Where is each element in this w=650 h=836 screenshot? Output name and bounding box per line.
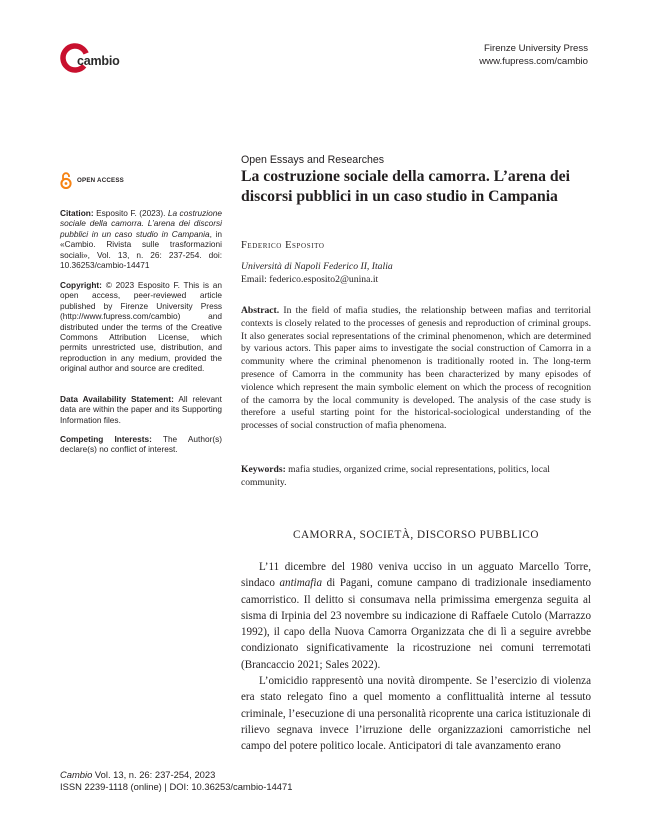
- abstract-text: In the field of mafia studies, the relationship between mafias and territorial contexts is closely related to the processes of genesis and reproduction of criminal groups. It also generates social representations of the criminal phenomenon, which are determined by various actors. This paper aims to investigate the social construction of Camorra in a community where the criminal phenomenon is traditionally rooted in. The long-term presence of Camorra in the community has been characterized by many episodes of violence which represent the main symbolic element on which the process of recognition of the camorra by the local community is developed. The analysis of the case study is therefore a useful starting point for the historical-sociological understanding of the processes of social construction of mafia phenomena.: [241, 305, 591, 432]
- citation-rest: , in «Cambio. Rivista sulle trasformazioni sociali», Vol. 13, n. 26: 237-254. doi: 10.36253/cambio-14471: [60, 228, 222, 271]
- competing-interests-label: Competing Interests:: [60, 434, 152, 444]
- footer-journal: Cambio: [60, 769, 93, 780]
- author-affiliation: Università di Napoli Federico II, Italia: [241, 261, 393, 272]
- author-email[interactable]: Email: federico.esposito2@unina.it: [241, 274, 379, 285]
- citation-label: Citation:: [60, 208, 94, 218]
- citation-block: [60, 208, 222, 270]
- section-heading: CAMORRA, SOCIETÀ, DISCORSO PUBBLICO: [293, 529, 539, 541]
- article-title: La costruzione sociale della camorra. L’arena dei discorsi pubblici in un caso studio in Campania: [241, 168, 570, 205]
- keywords-label: Keywords:: [241, 464, 286, 475]
- competing-interests-text: The Author(s) declare(s) no conflict of interest.: [60, 434, 223, 455]
- open-lock-icon: [60, 172, 72, 189]
- paragraph: [241, 559, 591, 673]
- citation-title: La costruzione sociale della camorra. L’arena dei discorsi pubblici in un caso studio in Campania: [60, 208, 222, 239]
- body-text: [241, 559, 591, 755]
- data-availability-label: Data Availability Statement:: [60, 394, 174, 404]
- logo-text: cambio: [77, 54, 120, 68]
- copyright-label: Copyright:: [60, 280, 102, 290]
- journal-logo: [60, 43, 120, 79]
- paragraph-emphasis: antimafia: [279, 577, 323, 590]
- section-kicker: Open Essays and Researches: [241, 154, 385, 166]
- publisher-url[interactable]: www.fupress.com/cambio: [479, 55, 588, 67]
- keywords: [241, 464, 591, 490]
- data-availability-text: All relevant data are within the paper and its Supporting Information files.: [60, 394, 222, 425]
- paragraph-text: L’11 dicembre del 1980 veniva ucciso in un agguato Marcello Torre, sindaco: [241, 561, 591, 590]
- abstract: [241, 305, 591, 433]
- copyright-text: © 2023 Esposito F. This is an open access, peer-reviewed article published by Firenze University Press (http://www.fupress.com/cambio) and distributed under the terms of the Creative Commons Attribution License, which permits unrestricted use, distribution, and reproduction in any medium, provided the original author and source are credited.: [60, 280, 222, 374]
- footer-volume: Vol. 13, n. 26: 237-254, 2023: [92, 769, 216, 780]
- open-access-label: OPEN ACCESS: [77, 177, 125, 184]
- author-name: Federico Esposito: [241, 240, 325, 251]
- abstract-label: Abstract.: [241, 305, 280, 316]
- page-footer: [60, 769, 292, 794]
- paragraph-text: di Pagani, comune campano di tradizionale insediamento camorristico. Il delitto si consumava nella primissima emergenza seguita al sisma di Irpinia del 23 novembre su indicazione di Raffaele Cutolo (Marrazzo 1992), il capo della Nuova Camorra Organizzata che di lì a seguire avrebbe condizionato significativamente la ricostruzione nei comuni terremotati (Brancaccio 2021; Sales 2022).: [241, 577, 591, 671]
- footer-issn: ISSN 2239-1118 (online) | DOI: 10.36253/cambio-14471: [60, 781, 293, 793]
- keywords-text: mafia studies, organized crime, social representations, politics, local community.: [241, 464, 550, 488]
- footer-citation: [60, 769, 292, 781]
- citation-author: Esposito F. (2023).: [96, 208, 166, 218]
- copyright-block: [60, 280, 222, 374]
- paragraph: L’omicidio rappresentò una novità dirompente. Se l’esercizio di violenza era stato relegato fino a quel momento a conflittualità interne al tessuto criminale, l’esecuzione di una personalità ricoprente una carica istituzionale di rilievo segnava invece l’irruzione delle organizzazioni camorristiche nel campo del potere politico locale. Anticipatori di tale avanzamento erano: [241, 675, 591, 753]
- publisher-name: Firenze University Press: [484, 43, 588, 54]
- open-access-badge: [60, 172, 124, 189]
- publisher-info: [479, 43, 588, 68]
- competing-interests-block: [60, 434, 222, 455]
- data-availability-block: [60, 394, 222, 425]
